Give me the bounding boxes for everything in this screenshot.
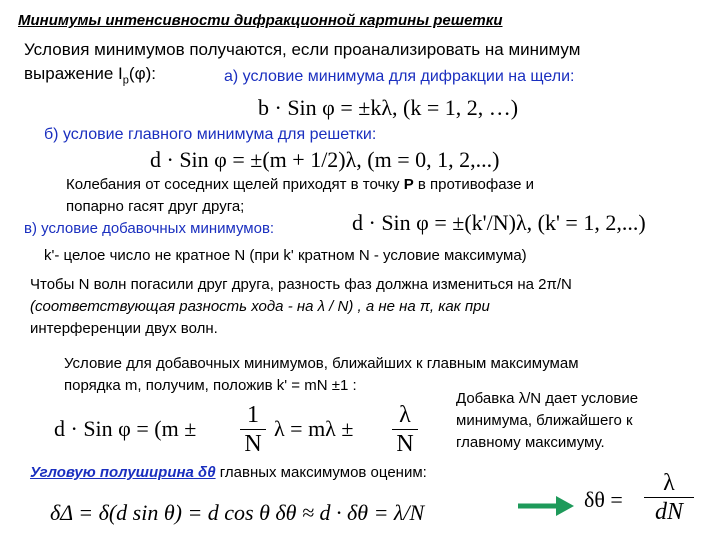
formula-f-bar (644, 497, 694, 498)
osc-text-end: в противофазе и (413, 176, 535, 193)
osc-text: Колебания от соседних щелей приходят в точку (66, 176, 404, 193)
formula-half-width-derivation: δΔ = δ(d sin θ) = d cos θ δθ ≈ d · δθ = λ/N (50, 500, 425, 525)
formula-d-middle: λ = mλ ± (274, 416, 354, 441)
intro-line-1: Условия минимумов получаются, если проанализировать на минимум (24, 40, 581, 59)
fraction-2-numerator: λ (399, 402, 411, 428)
formula-f-denominator: dN (654, 499, 683, 525)
fraction-1-denominator: N (244, 431, 262, 457)
formula-main-minimum: d · Sin φ = ±(m + 1/2)λ, (m = 0, 1, 2,...) (150, 147, 500, 172)
formula-f-fraction (644, 470, 694, 525)
formula-d-fraction-1 (240, 402, 266, 457)
half-width-link[interactable]: Угловую полуширина δθ (30, 464, 216, 481)
note-line-3: главному максимуму. (456, 434, 605, 451)
phase-line-3: интерференции двух волн. (30, 320, 218, 337)
osc-point-p: P (403, 176, 414, 193)
oscillation-line-2: попарно гасят друг друга; (66, 198, 245, 215)
formula-d-fraction-2 (392, 402, 418, 457)
condition-b: б) условие главного минимума для решетки: (44, 126, 377, 143)
oscillation-line-1 (66, 176, 534, 193)
phase-line-2: (соответствующая разность хода - на λ / N) , а не на π, как при (30, 298, 490, 315)
additional-line-1: Условие для добавочных минимумов, ближайших к главным максимумам (64, 355, 579, 372)
note-line-1: Добавка λ/N дает условие (456, 390, 639, 407)
fraction-1-bar (240, 429, 266, 430)
fraction-1-numerator: 1 (247, 402, 259, 428)
condition-a: а) условие минимума для дифракции на щели: (224, 68, 575, 85)
additional-line-2: порядка m, получим, положив k' = mN ±1 : (64, 377, 357, 394)
phase-line-1: Чтобы N волн погасили друг друга, разность фаз должна измениться на 2π/N (30, 276, 572, 293)
half-width-rest: главных максимумов оценим: (215, 464, 427, 481)
formula-additional-minimum: d · Sin φ = ±(k'/N)λ, (k' = 1, 2,...) (352, 210, 646, 235)
half-width-line (30, 464, 427, 481)
formula-f-lhs: δθ = (584, 487, 623, 512)
intro-line-2 (24, 64, 156, 86)
fraction-2-denominator: N (396, 431, 414, 457)
page-title: Минимумы интенсивности дифракционной картины решетки (18, 12, 503, 29)
right-arrow-icon (516, 492, 576, 520)
intro-text-end: (φ): (128, 64, 156, 83)
kprime-note: k'- целое число не кратное N (при k' кратном N - условие максимума) (44, 247, 527, 264)
formula-slit-minimum: b · Sin φ = ±kλ, (k = 1, 2, …) (258, 95, 519, 120)
intro-subscript: p (122, 74, 129, 87)
fraction-2-bar (392, 429, 418, 430)
intro-text: выражение I (24, 64, 123, 83)
condition-c: в) условие добавочных минимумов: (24, 220, 275, 237)
formula-d-lhs: d · Sin φ = (m ± (54, 416, 197, 441)
formula-f-numerator: λ (663, 470, 675, 496)
note-line-2: минимума, ближайшего к (456, 412, 633, 429)
